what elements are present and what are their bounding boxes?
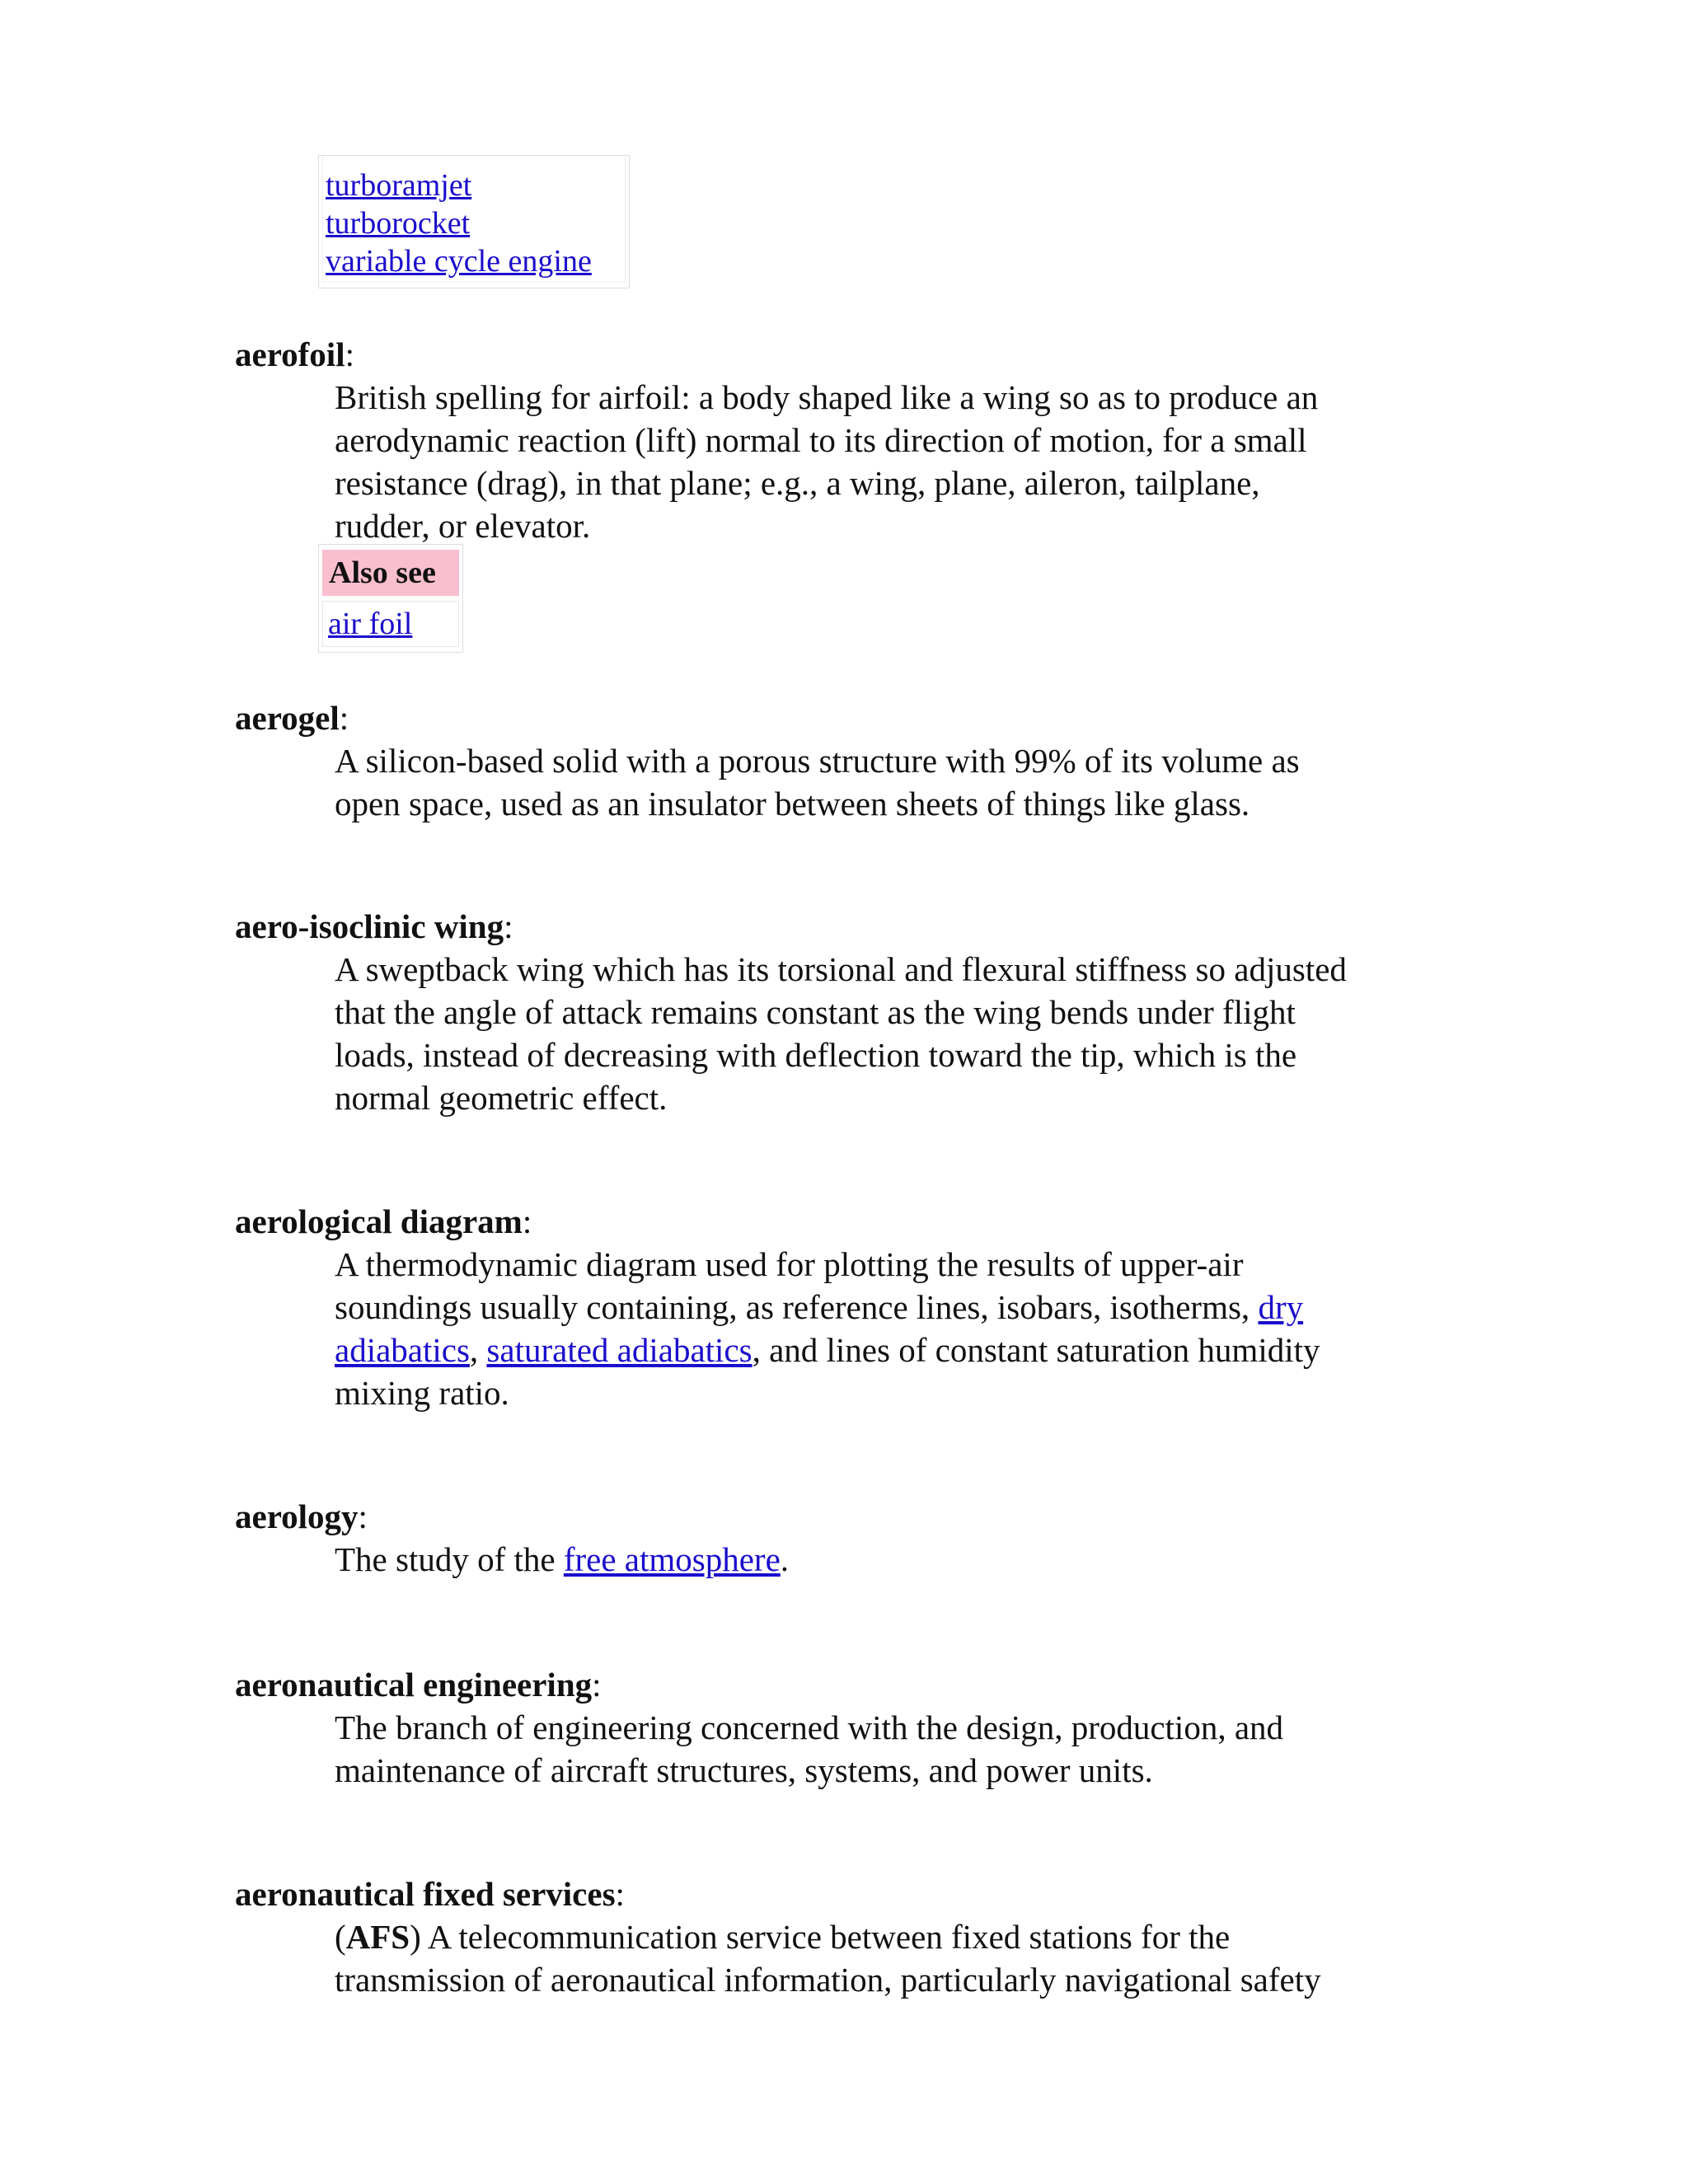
term-aerofoil — [235, 333, 354, 376]
definition-aeronautical-fixed-services — [335, 1915, 1472, 2001]
definition-line: that the angle of attack remains constant as the wing bends under flight — [335, 993, 1296, 1031]
definition-aerology — [335, 1538, 1472, 1581]
term-label: aerogel — [235, 699, 340, 737]
term-colon: : — [358, 1497, 368, 1535]
also-see-cell — [322, 601, 459, 647]
definition-line: The branch of engineering concerned with the design, production, and — [335, 1708, 1284, 1746]
term-aerogel — [235, 696, 349, 739]
term-label: aerological diagram — [235, 1202, 523, 1240]
term-label: aero-isoclinic wing — [235, 907, 504, 945]
term-colon: : — [339, 699, 349, 737]
definition-text: . — [780, 1540, 790, 1578]
definition-line — [335, 1915, 1472, 1958]
definition-line: A sweptback wing which has its torsional and flexural stiffness so adjusted — [335, 950, 1347, 988]
term-aeronautical-engineering — [235, 1663, 602, 1706]
link-turboramjet[interactable]: turboramjet — [326, 168, 472, 203]
also-see-heading: Also see — [322, 550, 459, 596]
definition-line: loads, instead of decreasing with deflection toward the tip, which is the — [335, 1036, 1297, 1074]
abbr-open: ( — [335, 1918, 346, 1956]
definition-text: soundings usually containing, as reference lines, isobars, isotherms, — [335, 1288, 1259, 1326]
term-aerological-diagram — [235, 1200, 532, 1243]
link-saturated-adiabatics[interactable]: saturated adiabatics — [486, 1331, 753, 1369]
definition-line — [335, 1538, 1472, 1581]
definition-line: A thermodynamic diagram used for plotting the results of upper-air — [335, 1245, 1244, 1283]
term-colon: : — [592, 1666, 602, 1704]
term-label: aerology — [235, 1497, 359, 1535]
abbreviation: AFS — [345, 1918, 410, 1956]
link-dry-adiabatics-cont[interactable]: adiabatics — [335, 1331, 470, 1369]
definition-text: The study of the — [335, 1540, 564, 1578]
definition-line: British spelling for airfoil: a body shaped like a wing so as to produce an — [335, 378, 1319, 416]
definition-aeronautical-engineering — [335, 1706, 1472, 1792]
definition-text: , and lines of constant saturation humidity — [752, 1331, 1320, 1369]
term-label: aerofoil — [235, 335, 345, 373]
term-aero-isoclinic-wing — [235, 905, 513, 948]
term-aeronautical-fixed-services — [235, 1872, 625, 1915]
definition-line — [335, 1286, 1472, 1329]
definition-text: , — [469, 1331, 487, 1369]
definition-line: resistance (drag), in that plane; e.g., a wing, plane, aileron, tailplane, — [335, 464, 1260, 502]
link-air-foil[interactable]: air foil — [328, 607, 413, 641]
definition-aerological-diagram — [335, 1243, 1472, 1414]
link-free-atmosphere[interactable]: free atmosphere — [563, 1540, 781, 1578]
term-label: aeronautical fixed services — [235, 1875, 616, 1913]
related-links-box — [318, 155, 630, 288]
definition-aerogel — [335, 739, 1472, 825]
definition-line: normal geometric effect. — [335, 1079, 668, 1117]
definition-line: aerodynamic reaction (lift) normal to its direction of motion, for a small — [335, 421, 1307, 459]
definition-line: mixing ratio. — [335, 1374, 509, 1412]
definition-line: open space, used as an insulator between sheets of things like glass. — [335, 785, 1250, 823]
link-turborocket[interactable]: turborocket — [326, 206, 471, 241]
definition-aero-isoclinic-wing — [335, 948, 1472, 1119]
link-dry-adiabatics[interactable]: dry — [1258, 1288, 1304, 1326]
definition-line: A silicon-based solid with a porous structure with 99% of its volume as — [335, 742, 1300, 780]
term-aerology — [235, 1495, 368, 1538]
term-colon: : — [615, 1875, 625, 1913]
definition-text: A telecommunication service between fixed stations for the — [420, 1918, 1231, 1956]
definition-line — [335, 1329, 1472, 1371]
also-see-box — [318, 544, 463, 653]
definition-aerofoil — [335, 376, 1472, 547]
definition-line: rudder, or elevator. — [335, 507, 591, 545]
term-colon: : — [522, 1202, 532, 1240]
definition-line: transmission of aeronautical information, particularly navigational safety — [335, 1961, 1321, 1999]
term-colon: : — [504, 907, 513, 945]
definition-line: maintenance of aircraft structures, systems, and power units. — [335, 1751, 1153, 1789]
link-variable-cycle-engine[interactable]: variable cycle engine — [326, 244, 592, 279]
abbr-close: ) — [410, 1918, 421, 1956]
term-label: aeronautical engineering — [235, 1666, 593, 1704]
term-colon: : — [345, 335, 354, 373]
